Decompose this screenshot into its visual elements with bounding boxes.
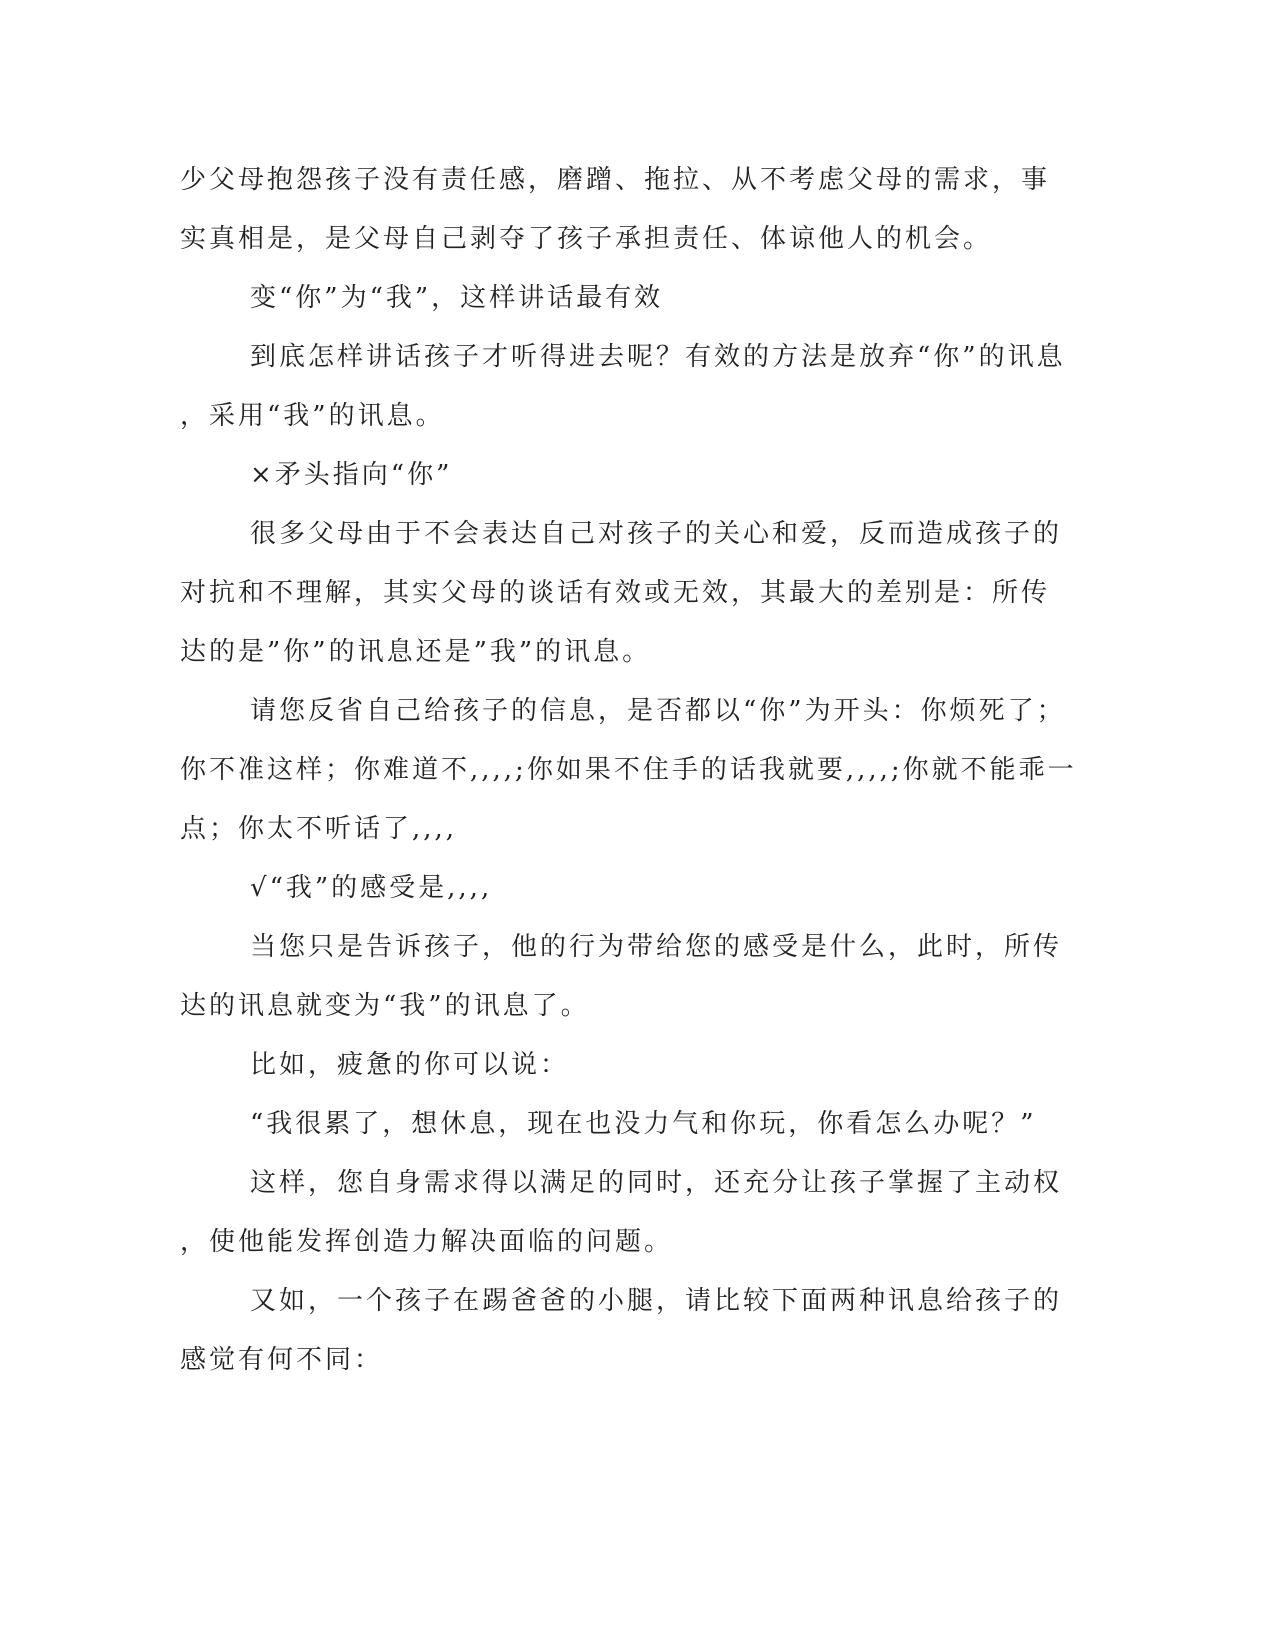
subheading: √“我”的感受是,,,, <box>250 873 493 903</box>
text-line: 你不准这样；你难道不,,,,;你如果不住手的话我就要,,,,;你就不能乖一 <box>180 755 1077 785</box>
text-line: 当您只是告诉孩子，他的行为带给您的感受是什么，此时，所传 <box>250 932 1063 962</box>
text-line: 少父母抱怨孩子没有责任感，磨蹭、拖拉、从不考虑父母的需求，事 <box>180 165 1051 195</box>
subheading: ×矛头指向“你” <box>250 460 453 490</box>
text-line: ，采用“我”的讯息。 <box>180 401 445 431</box>
text-line: 到底怎样讲话孩子才听得进去呢？有效的方法是放弃“你”的讯息 <box>250 342 1066 372</box>
text-line: 达的讯息就变为“我”的讯息了。 <box>180 991 590 1021</box>
text-line: 很多父母由于不会表达自己对孩子的关心和爱，反而造成孩子的 <box>250 519 1063 549</box>
text-line: 达的是”你”的讯息还是”我”的讯息。 <box>180 637 652 667</box>
text-line: 请您反省自己给孩子的信息，是否都以“你”为开头：你烦死了； <box>250 696 1066 726</box>
text-line: 点；你太不听话了,,,, <box>180 814 458 844</box>
text-line: ，使他能发挥创造力解决面临的问题。 <box>180 1227 674 1257</box>
text-line: 比如，疲惫的你可以说： <box>250 1050 570 1080</box>
text-line: 又如，一个孩子在踢爸爸的小腿，请比较下面两种讯息给孩子的 <box>250 1286 1063 1316</box>
section-heading: 变“你”为“我”，这样讲话最有效 <box>250 283 664 313</box>
text-line: 这样，您自身需求得以满足的同时，还充分让孩子掌握了主动权 <box>250 1168 1063 1198</box>
text-line: 感觉有何不同： <box>180 1345 384 1375</box>
text-line: 对抗和不理解，其实父母的谈话有效或无效，其最大的差别是：所传 <box>180 578 1051 608</box>
quote-line: “我很累了，想休息，现在也没力气和你玩，你看怎么办呢？” <box>250 1109 1037 1139</box>
text-line: 实真相是，是父母自己剥夺了孩子承担责任、体谅他人的机会。 <box>180 224 993 254</box>
